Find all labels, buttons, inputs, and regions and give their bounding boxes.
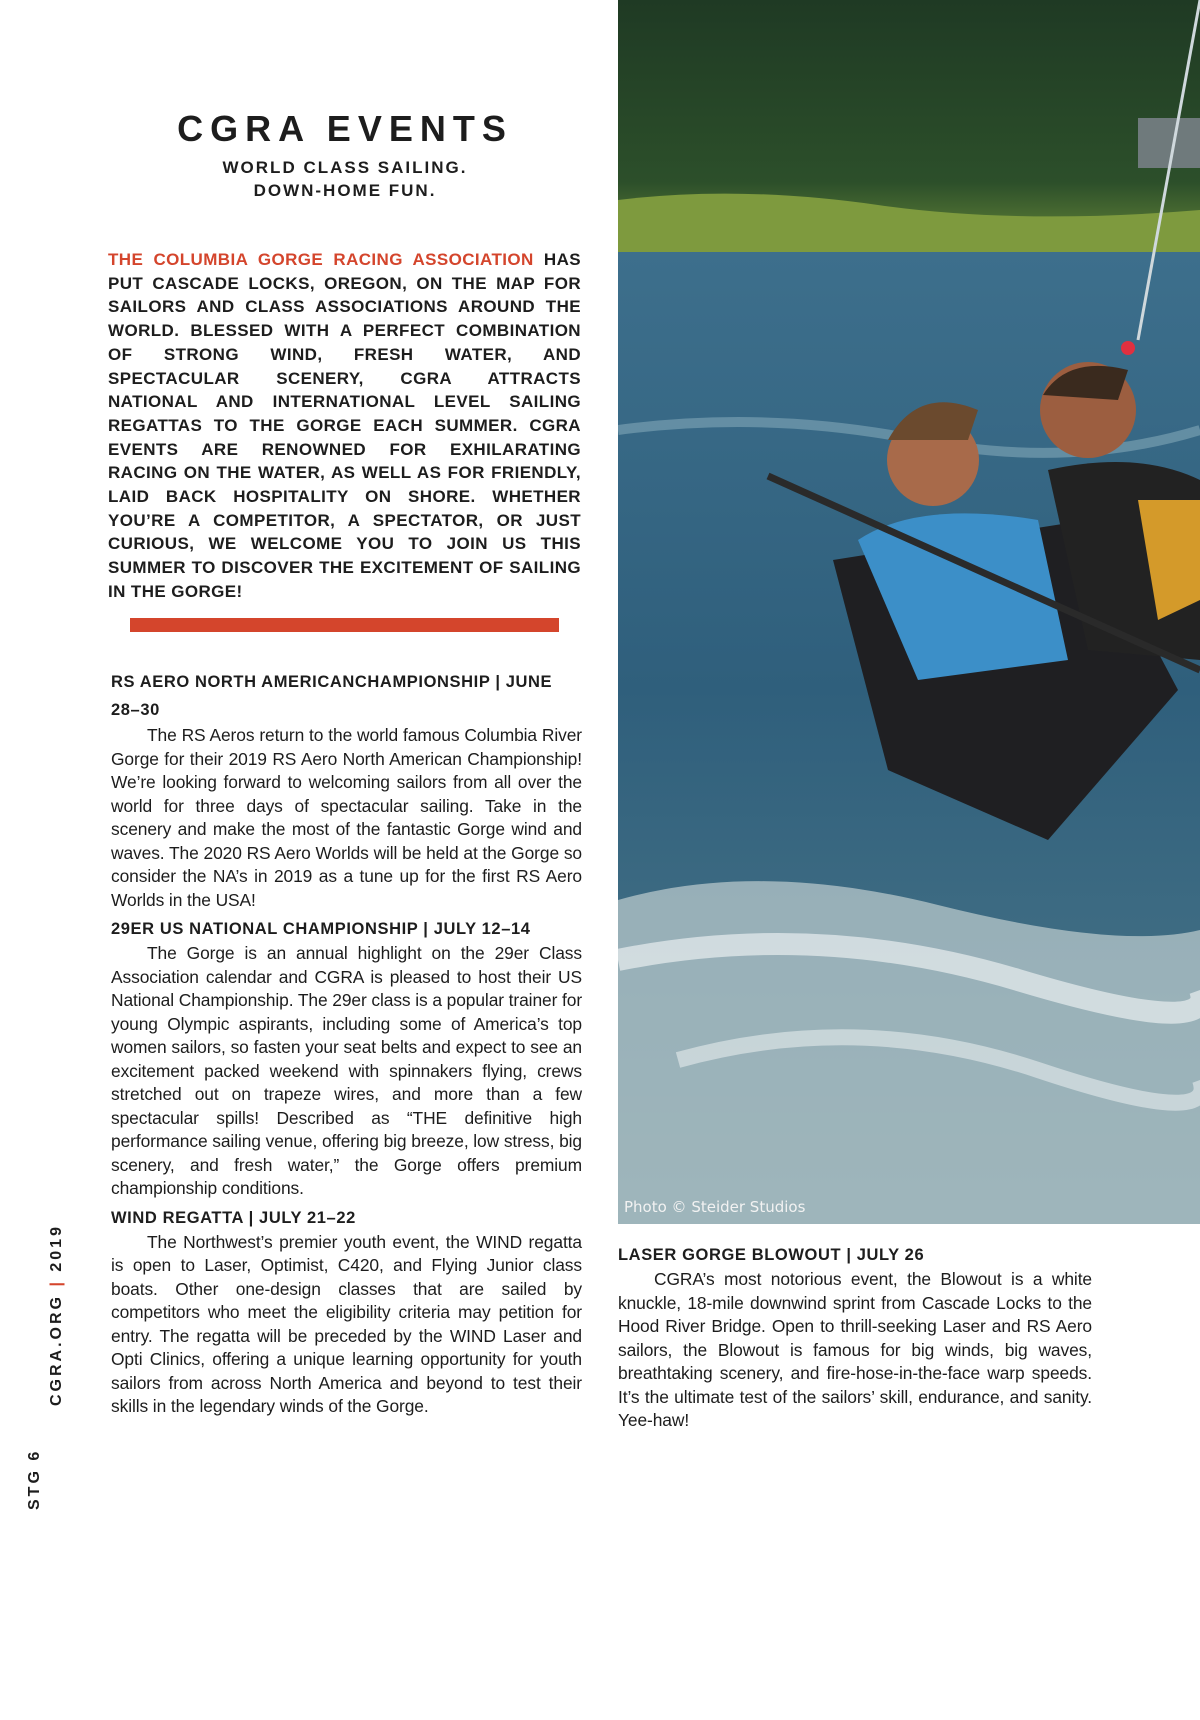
event-description: The Northwest’s premier youth event, the WIND regatta is open to Laser, Optimist, C420, and Flying Junior class boats. Other one-design classes that are sailed by competitors who meet the eligibility criteria may petition for entry. The regatta will be preceded by the WIND Laser and Opti Clinics, offering a unique learning opportunity for youth sailors from across North America and beyond to test their skills in the legendary winds of the Gorge. bbox=[111, 1231, 582, 1416]
events-left-column bbox=[111, 668, 582, 1423]
event-description: The RS Aeros return to the world famous Columbia River Gorge for their 2019 RS Aero North American Championship! We’re looking forward to welcoming sailors from all over the world for three days of spectacular sailing. Take in the scenery and make the most of the fantastic Gorge wind and waves. The 2020 RS Aero Worlds will be held at the Gorge so consider the NA’s in 2019 as a tune up for the first RS Aero Worlds in the USA! bbox=[111, 725, 582, 910]
page-title: CGRA EVENTS bbox=[177, 108, 513, 149]
events-right-column bbox=[618, 1242, 1092, 1437]
folio-section: STG bbox=[26, 1468, 43, 1510]
subtitle-line-1: WORLD CLASS SAILING. bbox=[222, 158, 468, 177]
page-folio bbox=[26, 1224, 65, 1720]
section-divider bbox=[130, 618, 559, 632]
intro-lead: THE COLUMBIA GORGE RACING ASSOCIATION bbox=[108, 250, 534, 269]
folio-line-2 bbox=[48, 1224, 66, 1406]
intro-text: HAS PUT CASCADE LOCKS, OREGON, ON THE MAP FOR SAILORS AND CLASS ASSOCIATIONS AROUND THE WORLD. BLESSED WITH A PERFECT COMBINATION OF STRONG WIND, FRESH WATER, AND SPECTACULAR SCENERY, CGRA ATTRACTS NATIONAL AND INTERNATIONAL LEVEL SAILING REGATTAS TO THE GORGE EACH SUMMER. CGRA EVENTS ARE RENOWNED FOR EXHILARATING RACING ON THE WATER, AS WELL AS FOR FRIENDLY, LAID BACK HOSPITALITY ON SHORE. WHETHER YOU’RE A COMPETITOR, A SPECTATOR, OR JUST CURIOUS, WE WELCOME YOU TO JOIN US THIS SUMMER TO DISCOVER THE EXCITEMENT OF SAILING IN THE GORGE! bbox=[108, 250, 582, 601]
photo-credit: Photo © Steider Studios bbox=[624, 1198, 806, 1216]
subtitle-line-2: DOWN-HOME FUN. bbox=[253, 181, 437, 200]
folio-site: CGRA.ORG bbox=[48, 1294, 65, 1406]
event-description: The Gorge is an annual highlight on the 29er Class Association calendar and CGRA is pleased to host their US National Championship. The 29er class is a popular trainer for young Olympic aspirants, including some of America’s top women sailors, so fasten your seat belts and expect to see an excitement packed weekend with spinnakers flying, crews stretched out on trapeze wires, and more than a few spectacular spills! Described as “THE definitive high performance sailing venue, offering big breeze, low stress, big scenery, and fresh water,” the Gorge offers premium championship conditions. bbox=[111, 943, 583, 1198]
event-title: WIND REGATTA | JULY 21–22 bbox=[111, 1208, 356, 1227]
folio-year: 2019 bbox=[48, 1224, 65, 1272]
folio-page-number: 6 bbox=[26, 1448, 43, 1461]
event-title: 29ER US NATIONAL CHAMPIONSHIP | JULY 12–14 bbox=[111, 920, 531, 938]
event-title: RS AERO NORTH AMERICANCHAMPIONSHIP | JUNE 28–30 bbox=[111, 673, 553, 719]
event-description: CGRA’s most notorious event, the Blowout is a white knuckle, 18-mile downwind sprint from Cascade Locks to the Hood River Bridge. Open to thrill-seeking Laser and RS Aero sailors, the Blowout is famous for big winds, big waves, breathtaking scenery, and fire-hose-in-the-face warp speeds. It’s the ultimate test of the sailors’ skill, endurance, and sanity. Yee-haw! bbox=[618, 1269, 1092, 1430]
intro-paragraph bbox=[108, 248, 581, 604]
sailing-photo bbox=[618, 0, 1200, 1224]
event-title: LASER GORGE BLOWOUT | JULY 26 bbox=[618, 1246, 925, 1264]
folio-line-1 bbox=[26, 1449, 44, 1510]
folio-separator: | bbox=[48, 1279, 65, 1287]
